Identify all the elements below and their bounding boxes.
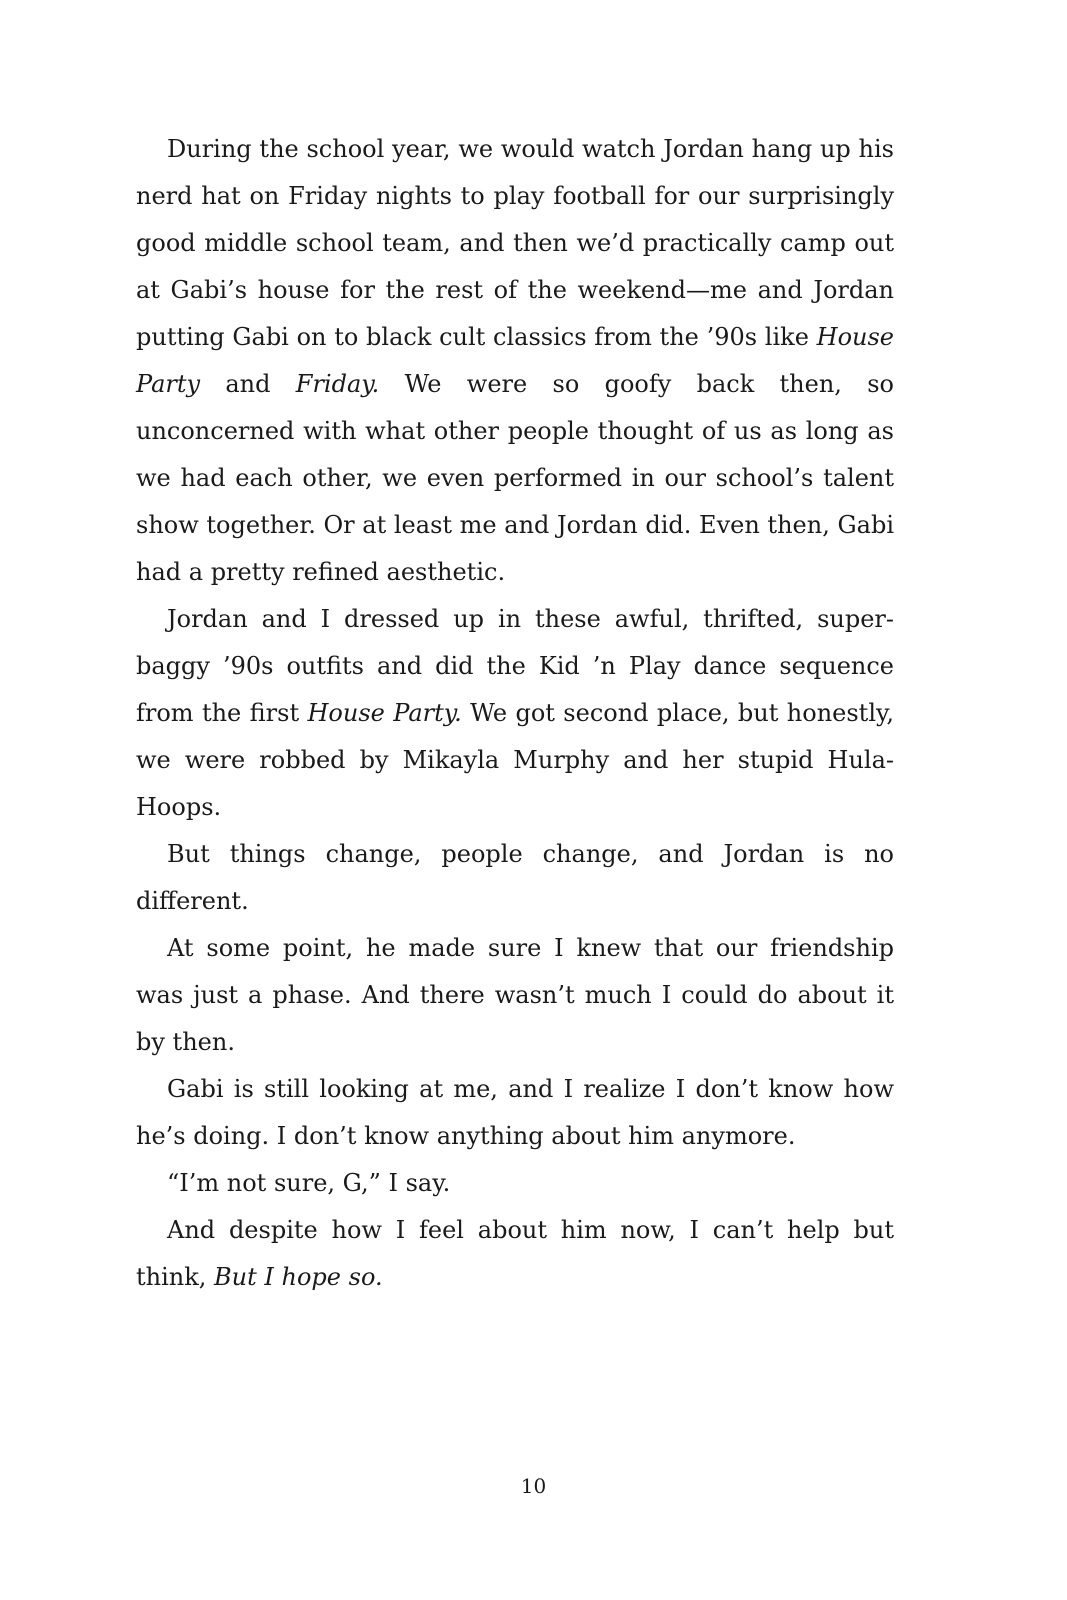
text-run: We got second place, but honestly, we were robbed by Mikayla Murphy and her stupid Hula-Hoops.	[136, 699, 894, 821]
paragraph	[136, 1207, 894, 1301]
italic-text: Friday.	[295, 370, 380, 398]
body-text	[136, 126, 894, 1301]
text-run: At some point, he made sure I knew that our friendship was just a phase. And there wasn’t much I could do about it by then.	[136, 934, 894, 1056]
paragraph	[136, 126, 894, 596]
text-run: “I’m not sure, G,” I say.	[167, 1169, 451, 1197]
page-number: 10	[520, 1474, 547, 1498]
text-run: and	[200, 370, 296, 398]
paragraph	[136, 1066, 894, 1160]
paragraph	[136, 1160, 894, 1207]
text-run: Gabi is still looking at me, and I realize I don’t know how he’s doing. I don’t know anything about him anymore.	[136, 1075, 894, 1150]
paragraph	[136, 831, 894, 925]
italic-text: House Party	[136, 323, 894, 398]
text-run: During the school year, we would watch Jordan hang up his nerd hat on Friday nights to play football for our surprisingly good middle school team, and then we’d practically camp out at Gabi’s house for the rest of the weekend—me and Jordan putting Gabi on to black cult classics from the ’90s like	[136, 135, 894, 351]
text-run: And despite how I feel about him now, I can’t help but think,	[136, 1216, 894, 1291]
italic-text: House Party.	[307, 699, 462, 727]
paragraph	[136, 925, 894, 1066]
text-run: But things change, people change, and Jordan is no different.	[136, 840, 894, 915]
italic-text: But I hope so.	[214, 1263, 383, 1291]
paragraph	[136, 596, 894, 831]
text-run: Jordan and I dressed up in these awful, thrifted, super-baggy ’90s outfits and did the Kid ’n Play dance sequence from the first	[136, 605, 894, 727]
text-run: We were so goofy back then, so unconcerned with what other people thought of us as long as we had each other, we even performed in our school’s talent show together. Or at least me and Jordan did. Even then, Gabi had a pretty refined aesthetic.	[136, 370, 894, 586]
